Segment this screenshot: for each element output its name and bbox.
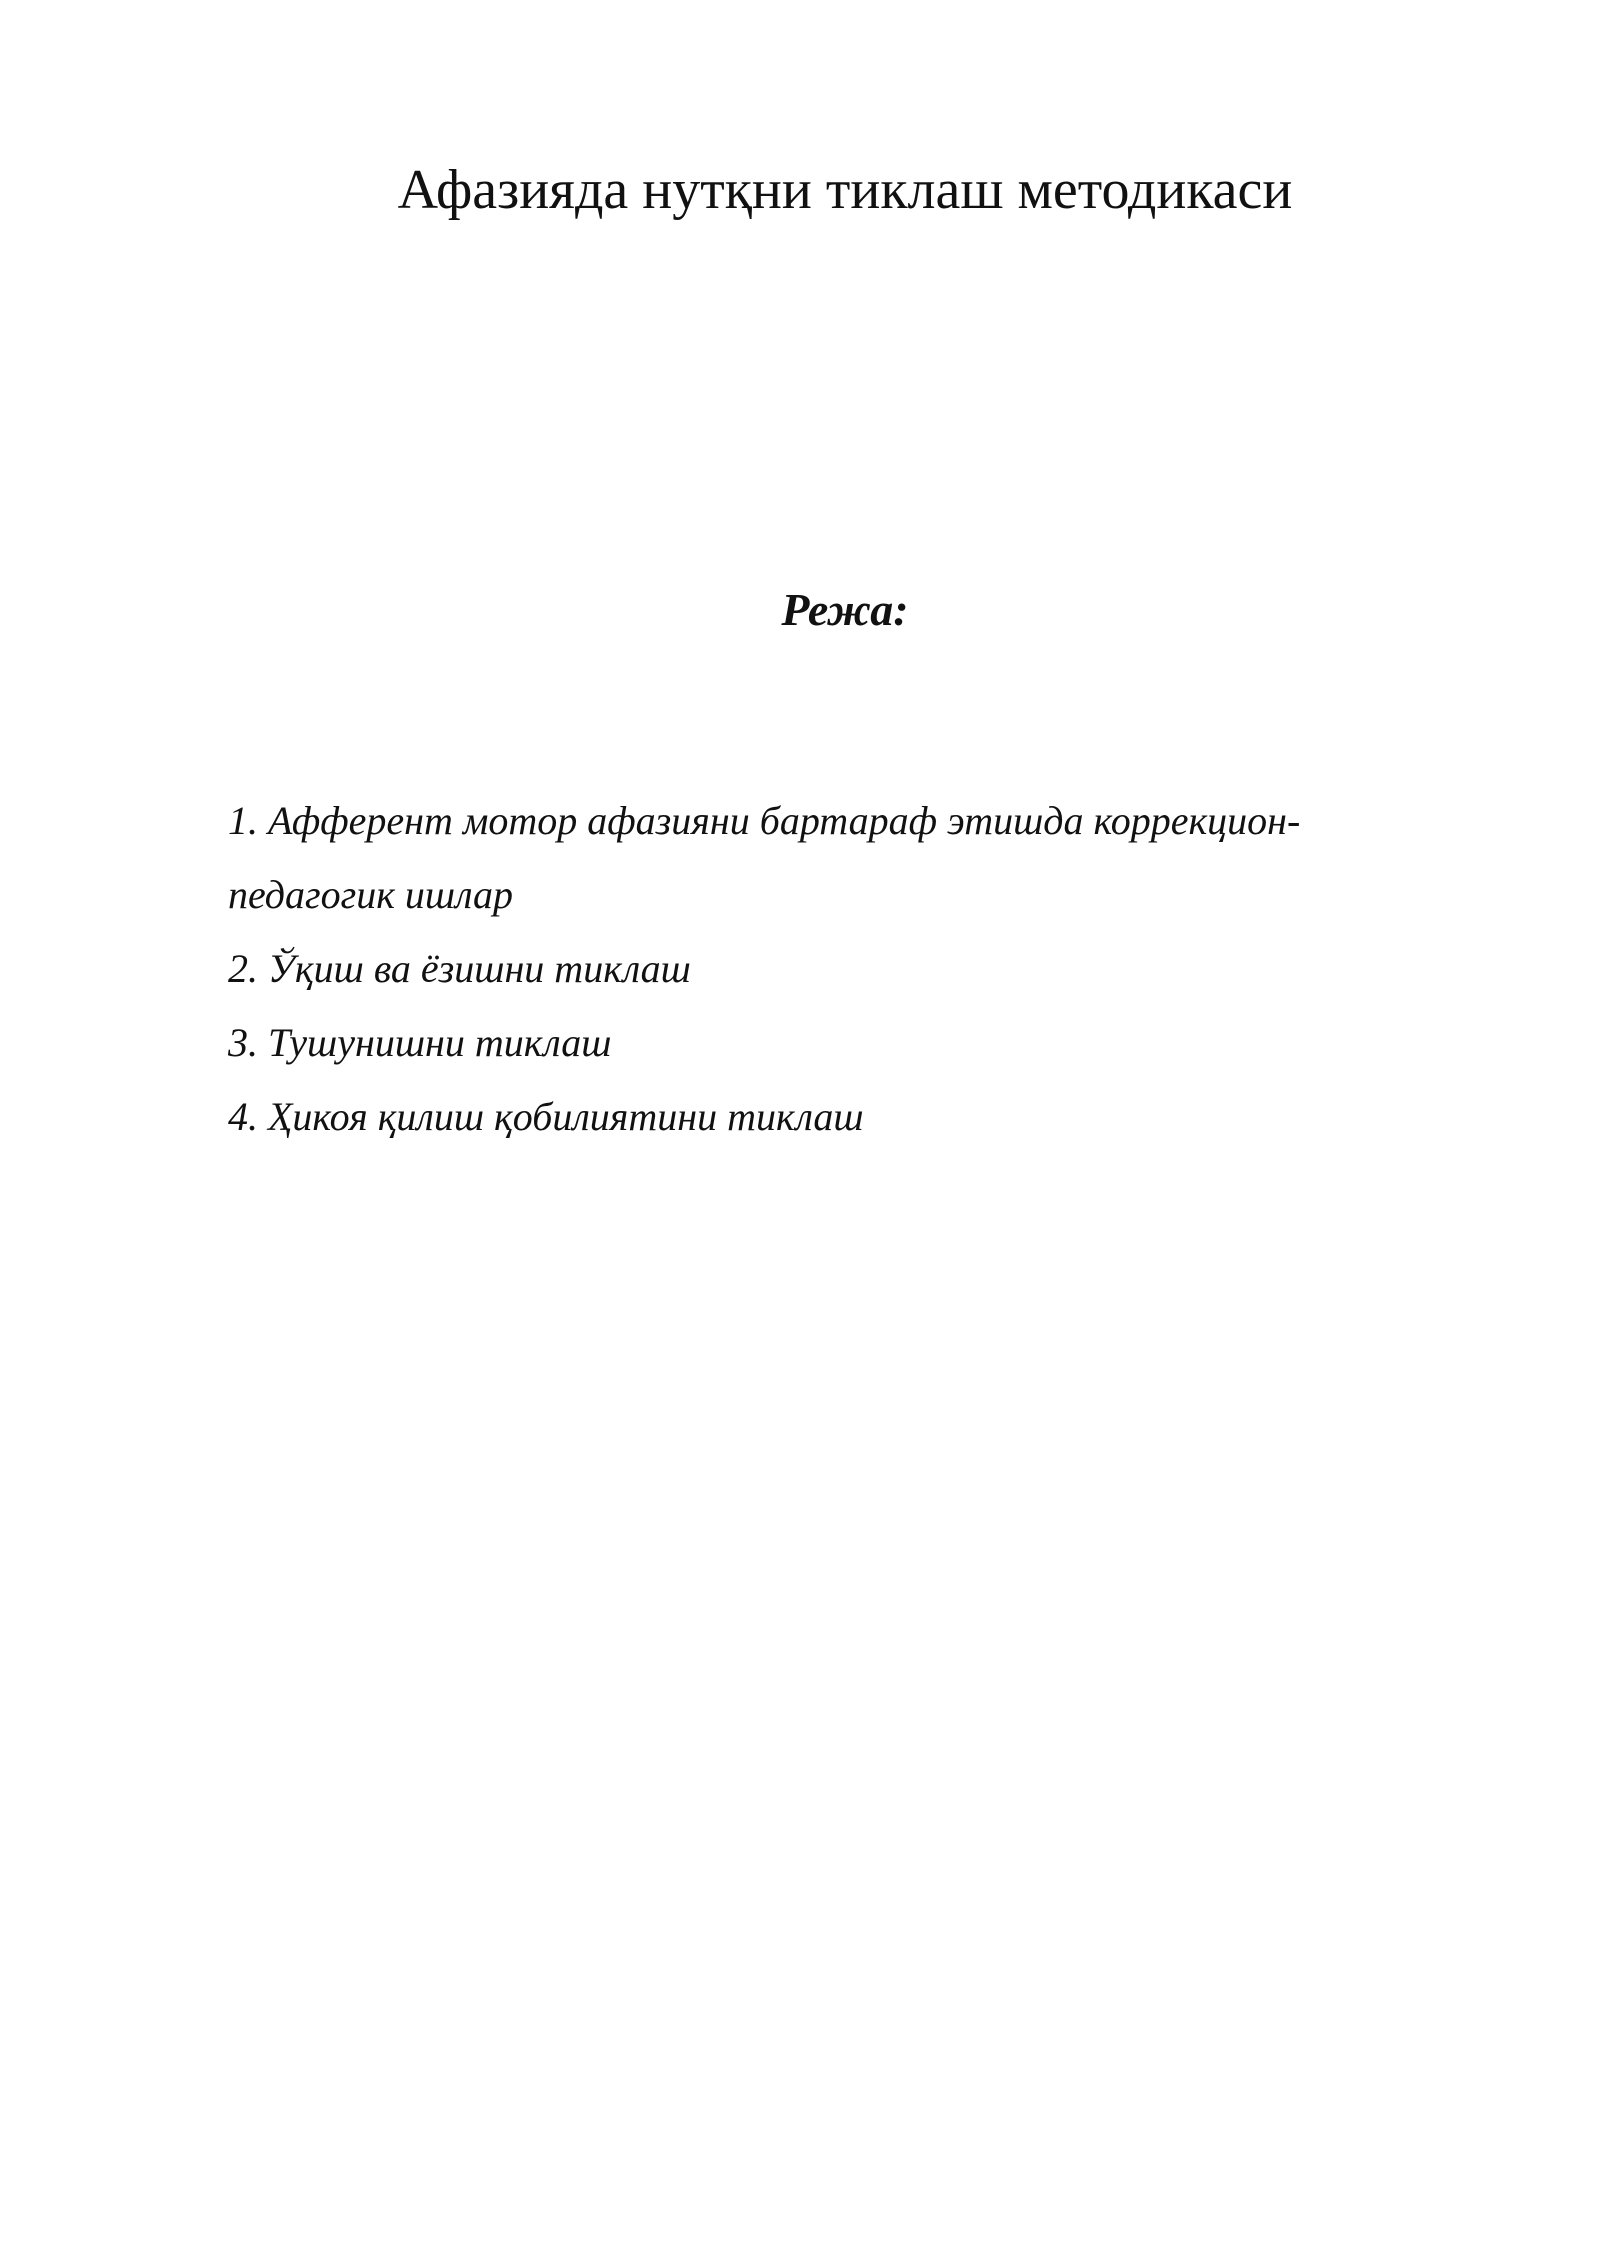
plan-item-number: 2. [228,946,258,991]
plan-item-text: Ўқиш ва ёзишни тиклаш [268,946,691,991]
plan-list [228,784,1408,1154]
plan-item-number: 1. [228,798,258,843]
plan-item-continuation: педагогик ишлар [228,872,514,917]
plan-item-number: 3. [228,1020,258,1065]
plan-item-2 [228,932,1408,1006]
plan-item-text: Тушунишни тиклаш [268,1020,612,1065]
plan-item-1 [228,784,1408,932]
plan-item-number: 4. [228,1094,258,1139]
plan-item-text: Ҳикоя қилиш қобилиятини тиклаш [268,1094,864,1139]
plan-heading: Режа: [781,584,909,635]
document-title: Афазияда нутқни тиклаш методикаси [397,159,1293,221]
plan-item-3 [228,1006,1408,1080]
plan-item-text: Афферент мотор афазияни бартараф этишда коррекцион- [268,798,1301,843]
plan-item-4 [228,1080,1408,1154]
